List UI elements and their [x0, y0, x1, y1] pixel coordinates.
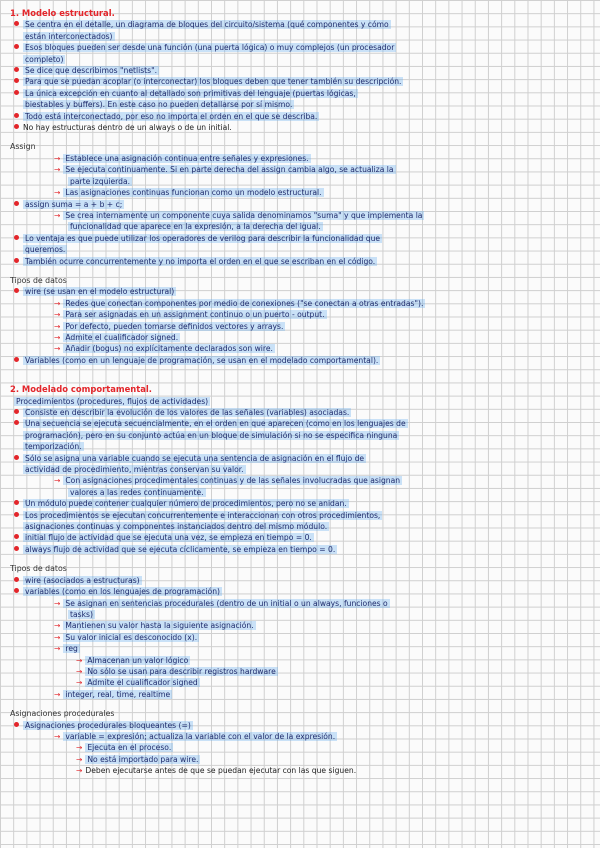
note-text: Para ser asignadas en un assignment continuo o un puerto - output.: [65, 310, 325, 320]
note-text: funcionalidad que aparece en la expresión, a la derecha del igual.: [70, 222, 321, 232]
note-text: actividad de procedimiento, mientras conservan su valor.: [25, 465, 244, 475]
note-item: [10, 88, 592, 111]
note-text: variables (como en los lenguajes de programación): [25, 587, 220, 597]
note-item: [10, 620, 592, 631]
note-text: Almacenan un valor lógico: [87, 655, 189, 665]
note-item: [10, 475, 592, 498]
note-item: [10, 122, 592, 133]
note-text: Consiste en describir la evolución de los valores de las señales (variables) asociadas.: [25, 408, 350, 417]
note-text: No sólo se usan para describir registros hardware: [87, 666, 276, 676]
bullet-icon: [14, 201, 19, 206]
bullet-icon: [14, 124, 19, 129]
arrow-icon: →: [54, 476, 61, 486]
note-item: [10, 355, 592, 366]
note-item: [10, 754, 592, 765]
note-text: Por defecto, pueden tomarse definidos vectores y arrays.: [65, 321, 284, 331]
bullet-icon: [14, 235, 19, 240]
note-item: [10, 598, 592, 621]
note-item: [10, 632, 592, 643]
note-text: parte izquierda.: [70, 176, 131, 186]
note-item: [10, 286, 592, 297]
note-text: temporización.: [25, 442, 82, 452]
bullet-icon: [14, 512, 19, 517]
bullet-icon: [14, 577, 19, 582]
note-item: [10, 575, 592, 586]
note-item: [10, 210, 592, 233]
note-item: [10, 453, 592, 476]
bullet-icon: [14, 500, 19, 505]
note-text: Para que se puedan acoplar (o interconectar) los bloques deben que tener también su descripción.: [25, 77, 402, 87]
arrow-icon: →: [54, 644, 61, 654]
note-text: Su valor inicial es desconocido (x).: [65, 632, 198, 642]
bullet-icon: [14, 90, 19, 95]
note-text: variable = expresión; actualiza la variable con el valor de la expresión.: [65, 731, 336, 741]
note-text: Admite el cualificador signed.: [65, 332, 179, 342]
note-text: Mantienen su valor hasta la siguiente asignación.: [65, 621, 254, 631]
arrow-icon: →: [54, 632, 61, 642]
arrow-icon: →: [54, 153, 61, 163]
note-item: [10, 76, 592, 87]
bullet-icon: [14, 67, 19, 72]
note-text: asignaciones continuas y componentes instanciados dentro del mismo módulo.: [25, 522, 328, 532]
note-text: Variables (como en un lenguaje de programación, se usan en el modelado comportamental).: [25, 355, 379, 365]
note-text: wire (se usan en el modelo estructural): [25, 287, 175, 297]
bullet-icon: [14, 21, 19, 26]
note-item: [10, 407, 592, 418]
note-item: [10, 321, 592, 332]
note-text: always flujo de actividad que se ejecuta cíclicamente, se empieza en tiempo = 0.: [25, 544, 336, 554]
note-item: [10, 111, 592, 122]
note-text: Esos bloques pueden ser desde una función (una puerta lógica) o muy complejos (un procesador: [25, 43, 395, 53]
subsection-title: Tipos de datos: [10, 275, 67, 285]
note-item: [10, 153, 592, 164]
arrow-icon: →: [54, 321, 61, 331]
note-item: [10, 731, 592, 742]
arrow-icon: →: [54, 298, 61, 308]
note-item: [10, 199, 592, 210]
note-text: Con asignaciones procedimentales continuas y de las señales involucradas que asignan: [65, 476, 401, 486]
arrow-icon: →: [54, 731, 61, 741]
subsection-title: Asignaciones procedurales: [10, 709, 115, 719]
note-text: Admite el cualificador signed: [87, 678, 198, 688]
arrow-icon: →: [54, 210, 61, 220]
note-item: [10, 532, 592, 543]
section-title: 1. Modelo estructural.: [10, 8, 115, 18]
note-text: Añadir (bogus) no explícitamente declarados son wire.: [65, 344, 273, 354]
subsection-title: Assign: [10, 142, 36, 152]
note-item: [10, 720, 592, 731]
note-item: [10, 510, 592, 533]
note-item: [10, 309, 592, 320]
bullet-icon: [14, 534, 19, 539]
note-text: Se centra en el detalle, un diagrama de bloques del circuito/sistema (qué componentes y cómo: [25, 20, 389, 30]
bullet-icon: [14, 546, 19, 551]
bullet-icon: [14, 455, 19, 460]
note-item: [10, 233, 592, 256]
note-text: Procedimientos (procedures, flujos de actividades): [16, 396, 209, 406]
note-item: [10, 544, 592, 555]
note-text: Los procedimientos se ejecutan concurrentemente e interaccionan con otros procedimientos,: [25, 510, 381, 520]
arrow-icon: →: [54, 310, 61, 320]
bullet-icon: [14, 44, 19, 49]
arrow-icon: →: [76, 766, 83, 776]
note-text: Las asignaciones continuas funcionan como un modelo estructural.: [65, 188, 322, 198]
note-text: wire (asociados a estructuras): [25, 575, 140, 585]
note-item: [10, 187, 592, 198]
note-item: [10, 42, 592, 65]
arrow-icon: →: [76, 655, 83, 665]
note-text: reg: [65, 644, 78, 654]
note-item: [10, 666, 592, 677]
note-text: Establece una asignación continua entre señales y expresiones.: [65, 153, 309, 163]
note-text: biestables y buffers). En este caso no pueden detallarse por sí mismo.: [25, 100, 293, 110]
note-item: [10, 65, 592, 76]
note-item: [10, 765, 592, 776]
arrow-icon: →: [54, 621, 61, 631]
arrow-icon: →: [54, 332, 61, 342]
section-title: 2. Modelado comportamental.: [10, 384, 152, 395]
bullet-icon: [14, 722, 19, 727]
bullet-icon: [14, 588, 19, 593]
notes-page: [10, 6, 592, 777]
note-text: valores a las redes continuamente.: [70, 487, 204, 497]
arrow-icon: →: [54, 188, 61, 198]
note-text: integer, real, time, realtime: [65, 689, 171, 699]
note-text: La única excepción en cuanto al detallado son primitivas del lenguaje (puertas lógicas,: [25, 88, 356, 98]
note-text: initial flujo de actividad que se ejecuta una vez, se empieza en tiempo = 0.: [25, 533, 312, 543]
note-item: [10, 332, 592, 343]
bullet-icon: [14, 288, 19, 293]
note-text: queremos.: [25, 245, 66, 255]
note-text: assign suma = a + b + c;: [25, 199, 123, 209]
subsection-title: Tipos de datos: [10, 564, 67, 574]
arrow-icon: →: [54, 344, 61, 354]
arrow-icon: →: [76, 754, 83, 764]
note-item: [10, 418, 592, 452]
note-text: tasks): [70, 609, 93, 619]
note-item: [10, 343, 592, 354]
arrow-icon: →: [76, 678, 83, 688]
note-text: Se dice que describimos "netlists".: [25, 66, 157, 76]
note-text: Se crea internamente un componente cuya salida denominamos "suma" y que implementa la: [65, 210, 423, 220]
bullet-icon: [14, 113, 19, 118]
bullet-icon: [14, 258, 19, 263]
bullet-icon: [14, 409, 19, 414]
note-text: Se ejecuta continuamente. Si en parte derecha del assign cambia algo, se actualiza la: [65, 165, 394, 175]
note-item: [10, 298, 592, 309]
note-item: [10, 655, 592, 666]
note-text: están interconectados): [25, 31, 113, 41]
note-text: Ejecuta en el proceso.: [87, 743, 172, 753]
bullet-icon: [14, 357, 19, 362]
note-item: [10, 742, 592, 753]
note-text: No está importado para wire.: [87, 754, 199, 764]
note-item: [10, 498, 592, 509]
note-text: Deben ejecutarse antes de que se puedan ejecutar con las que siguen.: [85, 766, 357, 776]
note-item: [10, 164, 592, 187]
note-text: Sólo se asigna una variable cuando se ejecuta una sentencia de asignación en el flujo de: [25, 453, 365, 463]
note-text: Redes que conectan componentes por medio de conexiones ("se conectan a otras entradas").: [65, 298, 424, 308]
note-item: [10, 256, 592, 267]
note-text: Se asignan en sentencias procedurales (dentro de un initial o un always, funciones o: [65, 598, 388, 608]
note-text: programación), pero en su conjunto actúa en un bloque de simulación si no se especifica ninguna: [25, 430, 398, 440]
note-text: completo): [25, 54, 64, 64]
bullet-icon: [14, 78, 19, 83]
note-item: [10, 396, 592, 407]
note-item: [10, 689, 592, 700]
note-item: [10, 643, 592, 654]
arrow-icon: →: [54, 689, 61, 699]
arrow-icon: →: [54, 165, 61, 175]
note-text: Un módulo puede contener cualquier número de procedimientos, pero no se anidan.: [25, 499, 347, 509]
note-item: [10, 677, 592, 688]
note-text: Asignaciones procedurales bloqueantes (=): [25, 720, 191, 730]
arrow-icon: →: [54, 598, 61, 608]
note-item: [10, 586, 592, 597]
note-text: Una secuencia se ejecuta secuencialmente, en el orden en que aparecen (como en los lenguajes de: [25, 419, 406, 429]
note-item: [10, 19, 592, 42]
note-text: También ocurre concurrentemente y no importa el orden en el que se escriban en el código.: [25, 256, 376, 266]
bullet-icon: [14, 420, 19, 425]
note-text: Todo está interconectado, por eso no importa el orden en el que se describa.: [25, 111, 318, 121]
arrow-icon: →: [76, 743, 83, 753]
note-text: Lo ventaja es que puede utilizar los operadores de verilog para describir la funcionalidad que: [25, 233, 381, 243]
arrow-icon: →: [76, 666, 83, 676]
note-text: No hay estructuras dentro de un always o de un initial.: [23, 123, 232, 133]
